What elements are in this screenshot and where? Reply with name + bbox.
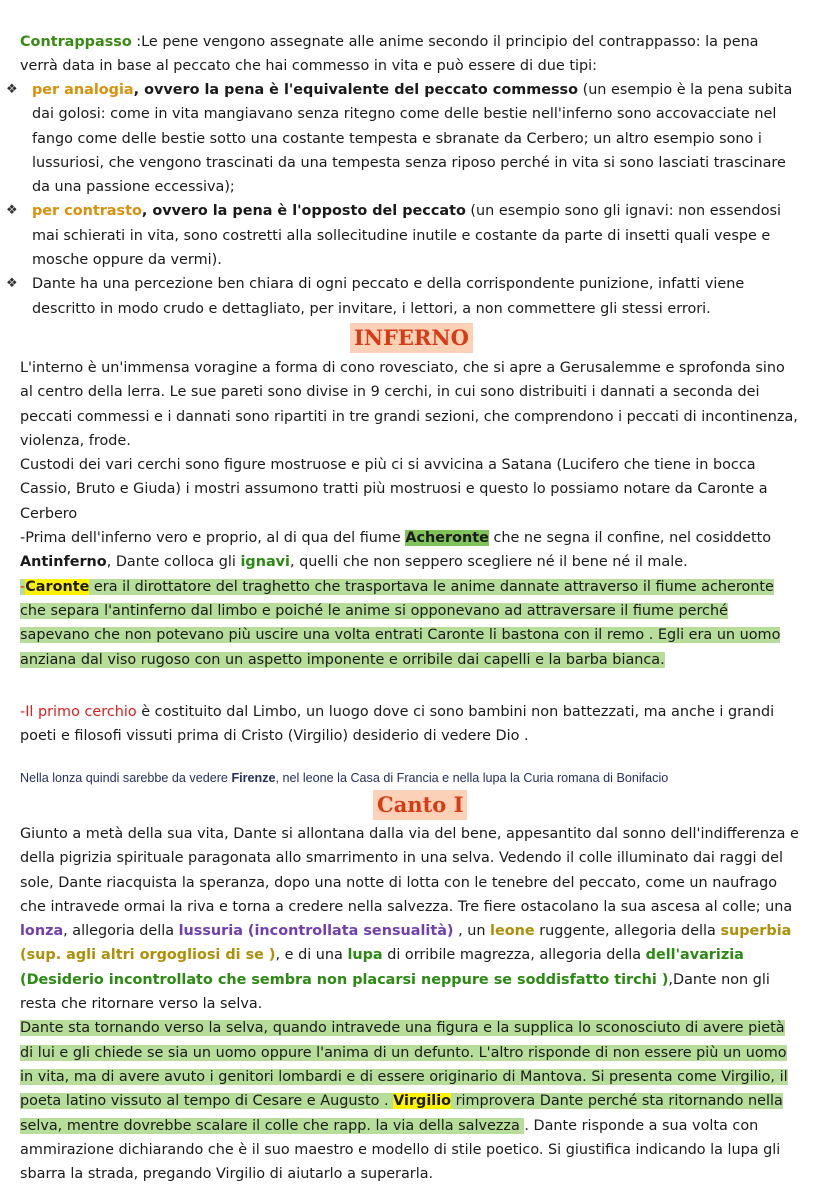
diamond-bullet-icon: ❖ [6,82,18,97]
list-item-contrasto [6,199,800,272]
canto-text-d: ruggente, allegoria della [534,923,721,940]
contrasto-example: (un esempio sono gli ignavi: non essendosi mai schierati in vita, sono costretti alla sollecitudine inutile e costante da parte di insetti quali vespe e mosche oppure da vermi). [32,203,781,269]
list-item-percezione [6,272,800,321]
firenze-term: Firenze [231,771,276,785]
contrappasso-term: Contrappasso [20,34,132,50]
primo-cerchio-paragraph [20,700,800,749]
ignavi-term: ignavi [240,554,290,571]
lonza-term: lonza [20,923,64,940]
canto-paragraph-2 [20,1016,800,1186]
canto-text-g: ,Dante non gli resta che ritornare verso la selva. [20,971,770,1013]
diamond-bullet-icon: ❖ [6,203,18,219]
list-item-analogia [6,78,800,199]
inferno-paragraph-3 [20,526,800,575]
p3-text-b: che ne segna il confine, nel cosiddetto [488,530,772,547]
canto-text-b: , allegoria della [63,923,179,940]
analogia-term: per analogia [32,82,134,98]
contrasto-definition: , ovvero la pena è l'opposto del peccato [141,203,466,220]
canto-text-e: , e di una [275,947,348,964]
virgilio-rimprovero-text: rimprovera Dante perché sta ritornando nella selva, mentre dovrebbe scalare il colle che rapp. la via della salvezza [20,1093,783,1134]
primo-cerchio-text: è costituito dal Limbo, un luogo dove ci sono bambini non battezzati, ma anche i grandi poeti e filosofi vissuti prima di Cristo (Virgilio) desiderio di vedere Dio . [20,704,775,745]
primo-cerchio-term: -Il primo cerchio [20,704,137,720]
analogia-example: (un esempio è la pena subita dai golosi: come in vita mangiavano senza ritegno come delle bestie nell'inferno sono accovacciate nel fango come delle bestie sotto una costante tempesta e sbranate da Cerbero; un altro esempio sono i lussuriosi, che vengono trascinati da una tempesta senza riposo perché in vita si sono lasciati trascinare da una passione eccessiva); [32,82,793,196]
note-text-a: Nella lonza quindi sarebbe da vedere [20,771,232,785]
percezione-text: Dante ha una percezione ben chiara di ogni peccato e della corrispondente punizione, infatti viene descritto in modo crudo e dettagliato, per invitare, i lettori, a non commettere gli stessi errori. [32,276,745,317]
contrasto-term: per contrasto [32,203,142,220]
inferno-heading: INFERNO [350,323,473,353]
canto-text-a: Giunto a metà della sua vita, Dante si allontana dalla via del bene, appesantito dal sonno dell'indifferenza e della pigrizia spirituale paragonata allo smarrimento in una selva. Vedendo il colle illuminato dai raggi del sole, Dante riacquista la speranza, dopo una notte di lotta con le tenebre del peccato, come un naufrago che intravede ormai la riva e torna a credere nella salvezza. Tre fiere ostacolano la sua ascesa al colle; una [20,826,799,915]
caronte-description: era il dirottatore del traghetto che trasportava le anime dannate attraverso il fiume acheronte che separa l'antinferno dal limbo e poiché le anime si opponevano ad attraversare il fiume perché sapevano che non potevano più uscire una volta entrati Caronte li bastona con il remo . Egli era un uomo anziana dal viso rugoso con un aspetto imponente e orribile dai capelli e la barba bianca. [20,578,781,668]
caronte-highlight: Caronte [25,578,90,595]
contrappasso-definition: :Le pene vengono assegnate alle anime secondo il principio del contrappasso: la pena verrà data in base al peccato che hai commesso in vita e può essere di due tipi: [20,34,759,75]
lussuria-term: lussuria (incontrollata sensualità) [178,923,454,940]
lupa-term: lupa [347,947,383,964]
canto-paragraph-1 [20,822,800,1016]
virgilio-highlight: Virgilio [393,1093,452,1110]
p3-text-c: , Dante colloca gli [106,554,241,571]
diamond-bullet-icon: ❖ [6,276,18,292]
canto-text-c: , un [453,923,491,940]
note-text-b: , nel leone la Casa di Francia e nella lupa la Curia romana di Bonifacio [275,771,669,785]
analogia-definition: , ovvero la pena è l'equivalente del peccato commesso [133,82,578,98]
inferno-paragraph-4 [20,575,800,672]
avarizia-term: dell'avarizia (Desiderio incontrollato che sembra non placarsi neppure se soddisfatto tirchi ) [20,947,744,988]
canto-body [20,822,800,1186]
contrappasso-intro [20,30,800,79]
canto-closing-text: . Dante risponde a sua volta con ammirazione dichiarando che è il suo maestro e modello di stile poetico. Si giustifica indicando la lupa gli sbarra la strada, pregando Virgilio di aiutarlo a superarla. [20,1117,781,1183]
contrappasso-list [6,78,800,321]
fiere-note [20,771,668,785]
leone-term: leone [490,923,535,940]
p3-text-d: , quelli che non seppero scegliere né il bene né il male. [290,554,688,571]
virgilio-intro-text: Dante sta tornando verso la selva, quando intravede una figura e la supplica lo sconosciuto di avere pietà di lui e gli chiede se sia un uomo oppure l'anima di un defunto. L'altro risponde di non essere più un uomo in vita, ma di avere avuto i genitori lombardi e di essere originario di Mantova. Si presenta come Virgilio, il poeta latino vissuto al tempo di Cesare e Augusto . [20,1020,788,1110]
inferno-paragraph-1: L'interno è un'immensa voragine a forma di cono rovesciato, che si apre a Gerusalemme e sprofonda sino al centro della lerra. Le sue pareti sono divise in 9 cerchi, in cui sono distribuiti i dannati a seconda dei peccati commessi e i dannati sono ripartiti in tre grandi sezioni, che comprendono i peccati di incontinenza, violenza, frode. [20,360,798,449]
caronte-dash: - [20,578,26,595]
antinferno-term: Antinferno [20,554,107,571]
p3-text-a: -Prima dell'inferno vero e proprio, al di qua del fiume [20,530,406,547]
acheronte-highlight: Acheronte [405,530,489,547]
inferno-paragraph-2: Custodi dei vari cerchi sono figure mostruose e più ci si avvicina a Satana (Lucifero che tiene in bocca Cassio, Bruto e Giuda) i mostri assumono tratti più mostruosi e questo lo possiamo notare da Caronte a Cerbero [20,457,768,522]
superbia-term: superbia (sup. agli altri orgogliosi di se ) [20,923,792,964]
canto-text-f: di orribile magrezza, allegoria della [382,947,646,964]
inferno-body [20,356,800,672]
canto-heading: Canto I [373,790,467,820]
